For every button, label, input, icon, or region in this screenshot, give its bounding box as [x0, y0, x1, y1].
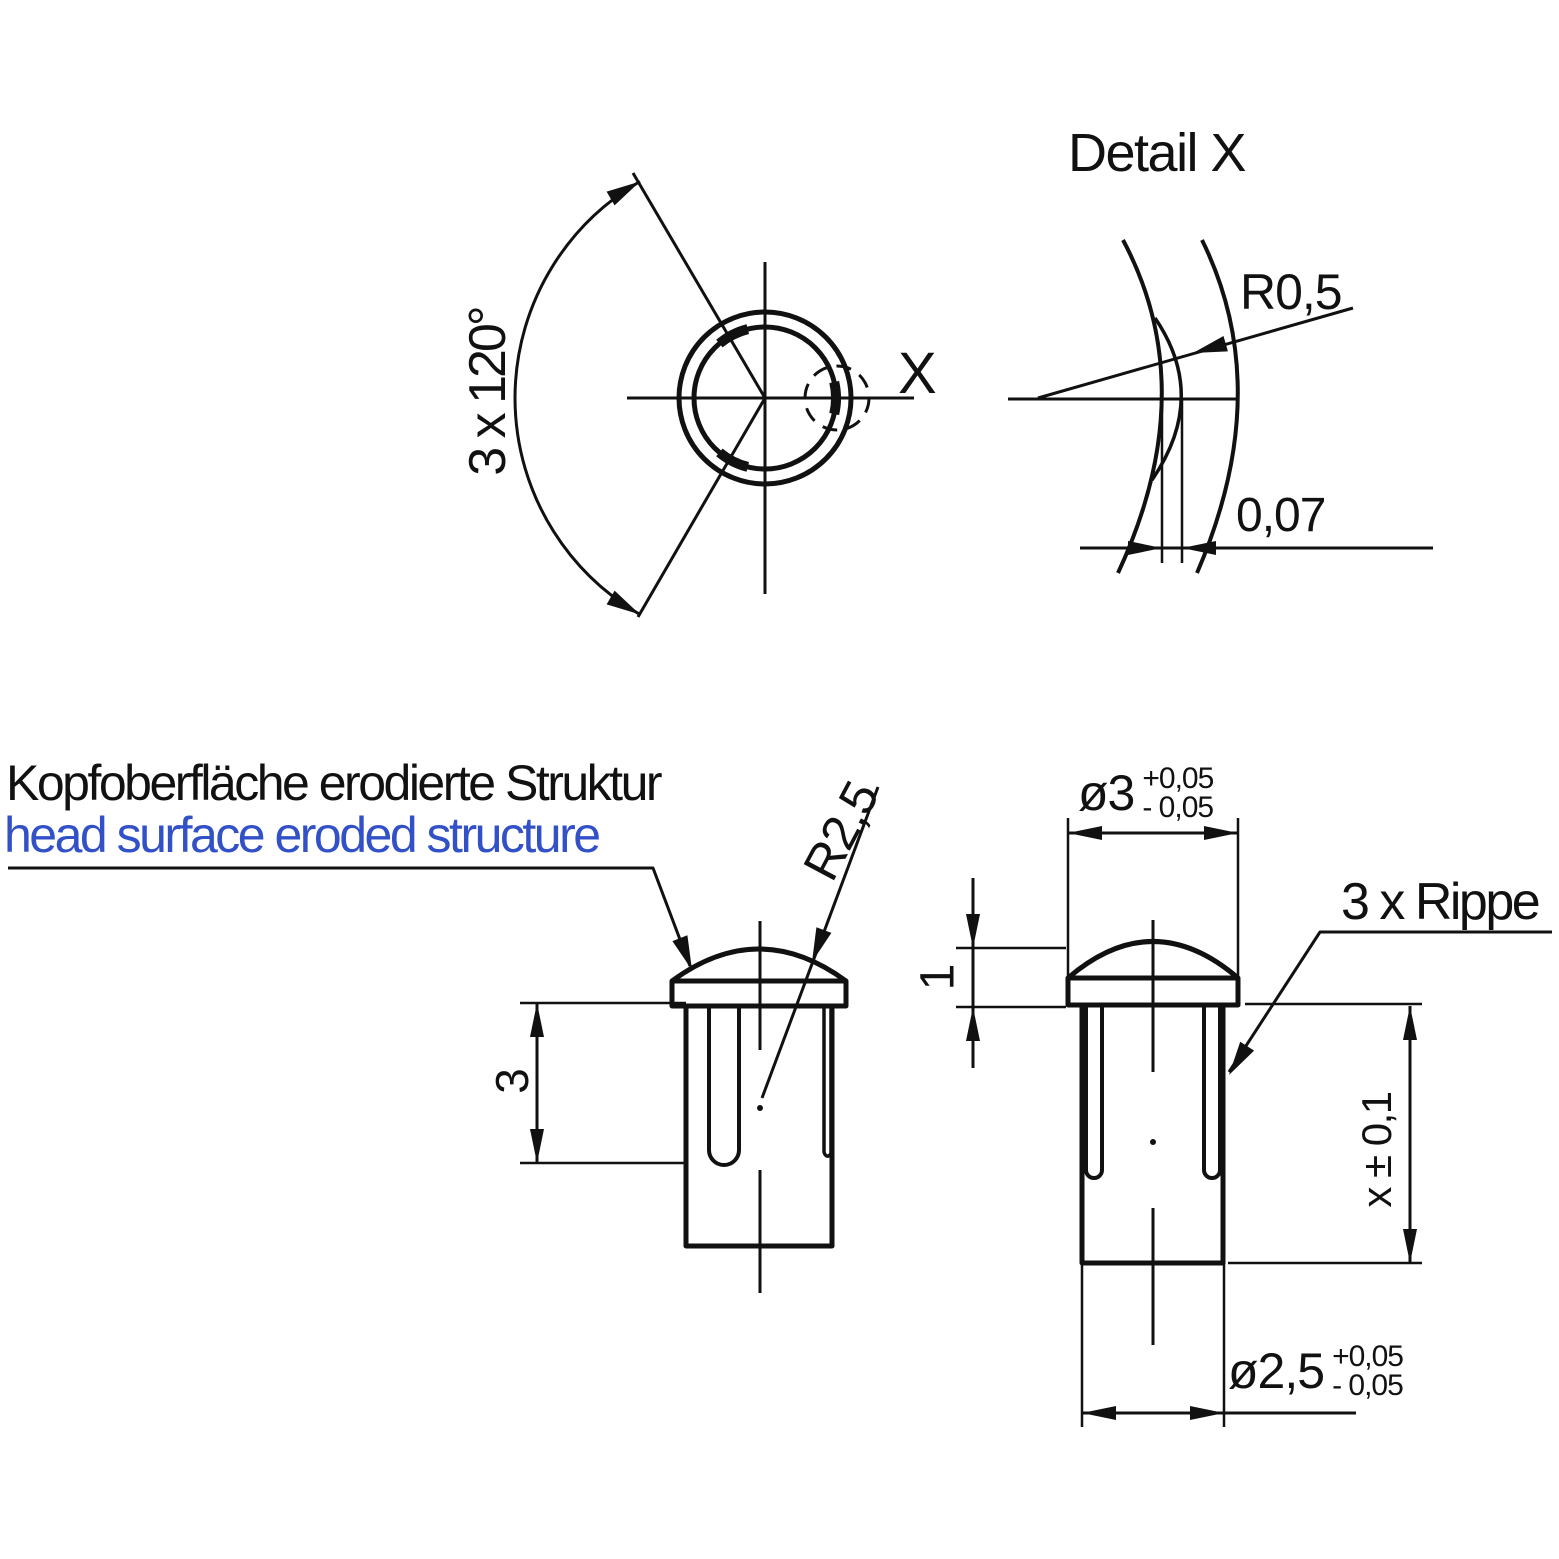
angle-leg-upper — [633, 173, 765, 398]
radius-r25-label: R2,5 — [792, 772, 890, 890]
arrowhead — [1128, 541, 1162, 555]
arrowhead — [1403, 1006, 1417, 1040]
angle-dim-arc — [515, 182, 640, 615]
slot-depth-label: 3 — [486, 1068, 538, 1094]
rib-width-label: 0,07 — [1236, 489, 1326, 542]
arrowhead — [1403, 1229, 1417, 1263]
outer-wall-arc — [1118, 240, 1162, 573]
arrowhead — [530, 1003, 544, 1037]
head-diameter-dim — [1078, 762, 1214, 824]
arrowhead — [530, 1129, 544, 1163]
note-leader — [8, 868, 690, 966]
rib-arc-upper-left — [719, 329, 747, 344]
arrowhead — [966, 914, 980, 948]
detail-x-view — [1008, 240, 1433, 573]
arrowhead — [1182, 541, 1216, 555]
arrowhead — [1190, 1406, 1224, 1420]
arrowhead — [966, 1007, 980, 1041]
center-dot — [1150, 1139, 1156, 1145]
tolerance-plus: +0,05 — [1142, 762, 1214, 795]
rib-angle-label: 3 x 120° — [459, 308, 517, 476]
tolerance-minus: - 0,05 — [1142, 791, 1214, 824]
rib-arc-right — [834, 382, 836, 414]
slot-edge — [824, 1006, 831, 1156]
arrowhead — [1193, 336, 1228, 353]
radius-r05-label: R0,5 — [1240, 264, 1342, 320]
detail-x-callout: X — [898, 341, 937, 406]
head-diameter-tolerance — [1142, 764, 1213, 822]
radius-leader — [1038, 308, 1353, 398]
rib-leader — [1229, 932, 1552, 1072]
arrowhead — [812, 927, 831, 962]
body-diameter-dim — [1228, 1340, 1403, 1402]
detail-view-title: Detail X — [1068, 123, 1246, 183]
arrowhead — [1229, 1042, 1254, 1075]
arrowhead — [1068, 826, 1102, 840]
body-diameter-tolerance — [1332, 1342, 1403, 1400]
note-english: head surface eroded structure — [4, 807, 599, 863]
rib-count-label: 3 x Rippe — [1341, 873, 1539, 931]
note-german: Kopfoberfläche erodierte Struktur — [6, 755, 661, 811]
arrowhead — [1082, 1406, 1116, 1420]
arrowhead — [672, 935, 692, 970]
body-diameter-value: ø2,5 — [1228, 1343, 1325, 1399]
slot-left — [1086, 1005, 1102, 1178]
slot-right — [1204, 1005, 1220, 1178]
head-height-label: 1 — [911, 963, 965, 991]
tolerance-minus: - 0,05 — [1332, 1369, 1403, 1402]
top-view — [515, 173, 914, 617]
center-dot — [757, 1105, 763, 1111]
tolerance-plus: +0,05 — [1332, 1340, 1403, 1373]
body-length-label: x ± 0,1 — [1353, 1092, 1400, 1208]
head-diameter-value: ø3 — [1078, 765, 1135, 821]
arrowhead — [1204, 826, 1238, 840]
inner-wall-arc — [1197, 240, 1238, 573]
slot-center — [709, 1006, 739, 1165]
